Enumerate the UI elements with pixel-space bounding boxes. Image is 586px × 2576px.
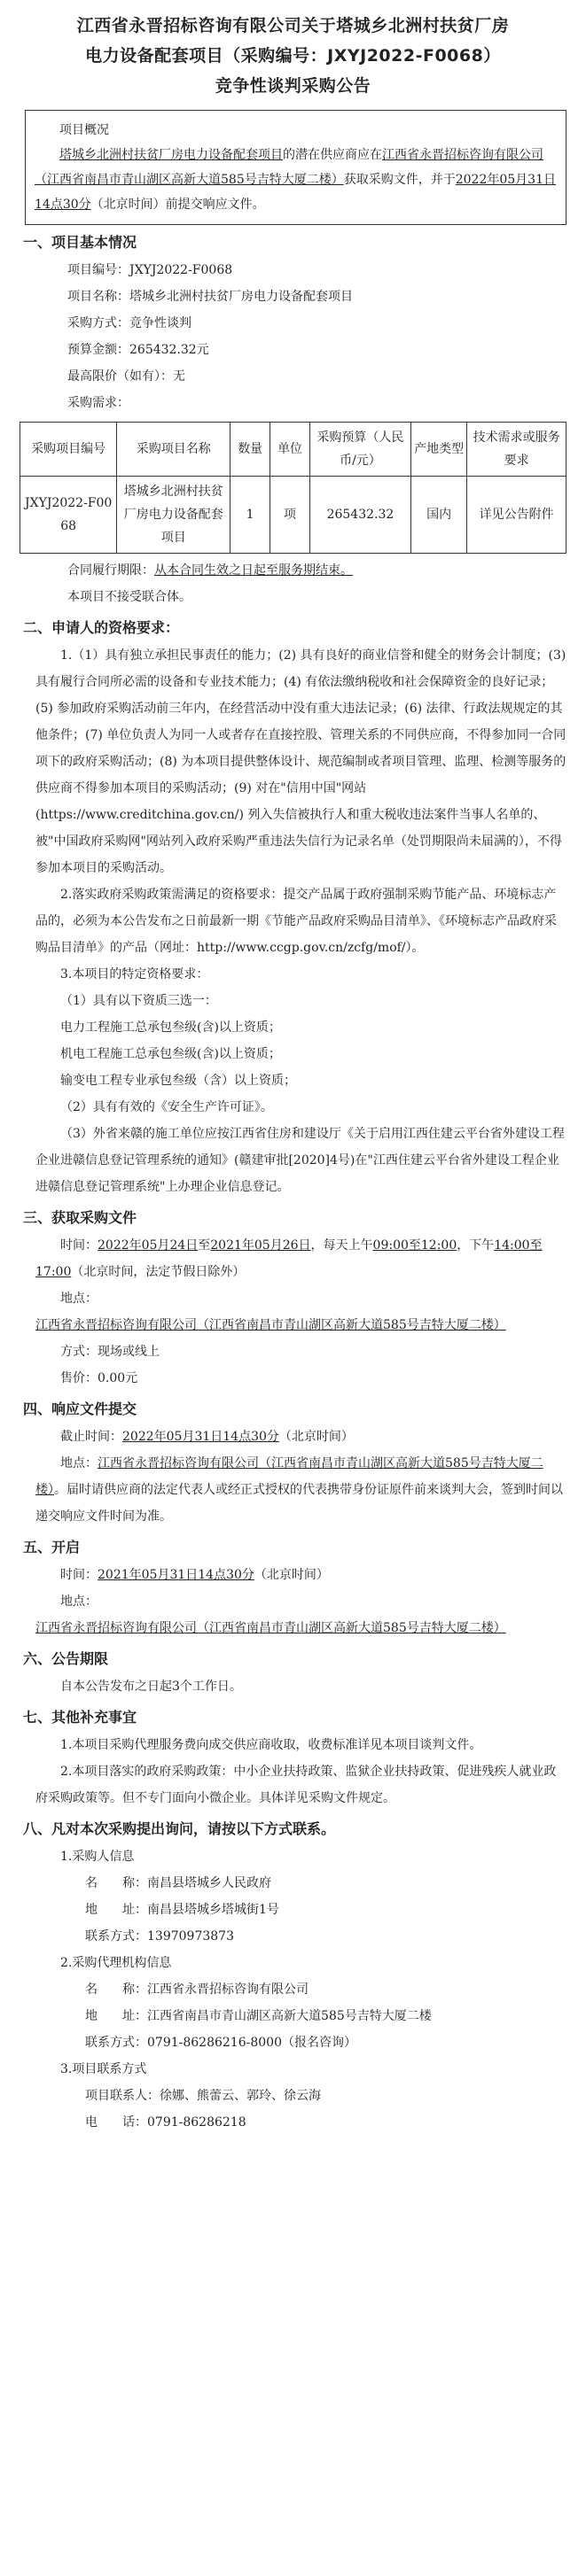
supplement-fee: 1.本项目采购代理服务费向成交供应商收取，收费标准详见本项目谈判文件。 <box>60 1738 482 1752</box>
no-consortium: 本项目不接受联合体。 <box>67 590 191 604</box>
supplement-policy: 2.本项目落实的政府采购政策：中小企业扶持政策、监狱企业扶持政策、促进残疾人就业政府采购政策等。但不专门面向小微企业。具体详见采购文件规定。 <box>35 1765 557 1805</box>
overview-heading: 项目概况 <box>59 123 109 137</box>
table-cell: 265432.32 <box>309 477 410 554</box>
project-name: 项目名称：塔城乡北洲村扶贫厂房电力设备配套项目 <box>67 290 353 304</box>
requirements-label: 采购需求： <box>67 396 129 410</box>
overview-project-name: 塔城乡北洲村扶贫厂房电力设备配套项目 <box>59 148 283 162</box>
table-cell: 1 <box>230 477 270 554</box>
acquire-start-date: 2022年05月24日 <box>98 1238 199 1253</box>
opening-time-value: 2021年05月31日14点30分 <box>98 1568 254 1582</box>
title-line-3: 竞争性谈判采购公告 <box>215 76 371 96</box>
qualification-specific: 3.本项目的特定资格要求： <box>60 967 209 982</box>
acquire-price: 售价：0.00元 <box>60 1371 138 1385</box>
submission-deadline-value: 2022年05月31日14点30分 <box>122 1430 279 1444</box>
submission-deadline-note: （北京时间） <box>278 1430 354 1444</box>
table-header: 技术需求或服务要求 <box>467 423 566 477</box>
table-header: 数量 <box>230 423 270 477</box>
section-1-heading: 一、项目基本情况 <box>23 234 137 251</box>
acquire-morning-hours: 09:00至12:00 <box>372 1238 457 1253</box>
overview-text <box>35 143 557 217</box>
section-1-footer <box>35 557 566 610</box>
opening-time <box>35 1562 566 1588</box>
section-7-body <box>35 1732 566 1812</box>
qualification-item: （1）具有以下资质三选一： <box>60 994 217 1008</box>
max-price: 最高限价（如有）：无 <box>67 369 185 384</box>
overview-agency: 江西省永晋招标咨询有限公司（江西省南昌市青山湖区高新大道585号吉特大厦二楼） <box>35 148 543 187</box>
table-cell: 国内 <box>410 477 466 554</box>
submission-place <box>35 1450 566 1530</box>
qualification-item: 输变电工程专业承包叁级（含）以上资质； <box>60 1074 296 1088</box>
agency-phone: 联系方式：0791-86286216-8000（报名咨询） <box>85 2036 356 2050</box>
table-cell: 塔城乡北洲村扶贫厂房电力设备配套项目 <box>117 477 230 554</box>
table-header: 单位 <box>270 423 310 477</box>
contract-term <box>35 557 566 584</box>
procurement-method: 采购方式：竞争性谈判 <box>67 316 191 330</box>
acquire-time-text: ，下午 <box>457 1238 495 1253</box>
contract-term-label: 合同履行期限： <box>67 563 154 578</box>
overview-text-2: 的潜在供应商应在 <box>283 148 382 162</box>
project-contact-title: 3.项目联系方式 <box>60 2062 147 2076</box>
agency-name: 名 称：江西省永晋招标咨询有限公司 <box>85 1982 309 1997</box>
table-header: 采购项目名称 <box>117 423 230 477</box>
section-4-heading: 四、响应文件提交 <box>23 1401 137 1417</box>
qualification-item: （2）具有有效的《安全生产许可证》。 <box>60 1100 273 1114</box>
submission-place-note: 。届时请供应商的法定代表人或经正式授权的代表携带身份证原件前来谈判大会，签到时间以递交响应文件时间为准。 <box>35 1483 563 1524</box>
submission-place-label: 地点： <box>60 1456 98 1470</box>
opening-time-label: 时间： <box>60 1568 98 1582</box>
qualification-policy: 2.落实政府采购政策需满足的资格要求：提交产品属于政府强制采购节能产品、环境标志产品的，必须为本公告发布之日前最新一期《节能产品政府采购品目清单》、《环境标志产品政府采购品目清单》的产品（网址：http://www.ccgp.gov.cn/zcfg/mof/）。 <box>35 888 557 955</box>
section-7-heading: 七、其他补充事宜 <box>23 1709 137 1726</box>
project-phone: 电 话：0791-86286218 <box>85 2115 246 2130</box>
table-header: 产地类型 <box>410 423 466 477</box>
table-header-row <box>20 423 566 477</box>
table-cell: 项 <box>270 477 310 554</box>
section-5-heading: 五、开启 <box>23 1539 81 1556</box>
acquire-time-note: （北京时间，法定节假日除外） <box>71 1265 246 1279</box>
project-contacts: 项目联系人：徐娜、熊蕾云、郭玲、徐云海 <box>85 2089 321 2103</box>
project-code: 项目编号：JXYJ2022-F0068 <box>67 263 233 277</box>
opening-place-label: 地点： <box>60 1594 98 1609</box>
table-cell: JXYJ2022-F0068 <box>20 477 117 554</box>
budget-amount: 预算金额：265432.32元 <box>67 343 209 357</box>
agency-info-title: 2.采购代理机构信息 <box>60 1956 172 1970</box>
section-6-heading: 六、公告期限 <box>23 1650 109 1667</box>
contract-term-value: 从本合同生效之日起至服务期结束。 <box>154 563 353 578</box>
section-3-body <box>35 1232 566 1392</box>
table-header: 采购预算（人民币/元） <box>309 423 410 477</box>
page-title <box>0 11 586 101</box>
title-line-1: 江西省永晋招标咨询有限公司关于塔城乡北洲村扶贫厂房 <box>76 16 510 35</box>
section-8-body <box>35 1843 566 2136</box>
submission-deadline-label: 截止时间： <box>60 1430 122 1444</box>
acquire-place <box>35 1285 566 1338</box>
qualification-item: （3）外省来赣的施工单位应按江西省住房和建设厅《关于启用江西住建云平台省外建设工程企业进赣信息登记管理系统的通知》(赣建审批[2020]4号)在"江西住建云平台省外建设工程企业进赣信息登记管理系统"上办理企业信息登记。 <box>35 1127 565 1194</box>
acquire-method: 方式：现场或线上 <box>60 1345 160 1359</box>
title-line-2: 电力设备配套项目（采购编号：JXYJ2022-F0068） <box>85 46 501 66</box>
qualification-item: 电力工程施工总承包叁级(含)以上资质； <box>60 1020 281 1035</box>
acquire-time-label: 时间： <box>60 1238 98 1253</box>
project-overview-box <box>25 110 566 225</box>
acquire-time-text: ，每天上午 <box>310 1238 373 1253</box>
purchaser-phone: 联系方式：13970973873 <box>85 1929 234 1944</box>
acquire-time <box>35 1232 566 1285</box>
section-2-heading: 二、申请人的资格要求： <box>23 619 180 636</box>
qualification-item: 机电工程施工总承包叁级(含)以上资质； <box>60 1047 281 1061</box>
purchaser-info-title: 1.采购人信息 <box>60 1850 135 1864</box>
acquire-place-label: 地点： <box>60 1292 98 1306</box>
table-header: 采购项目编号 <box>20 423 117 477</box>
submission-place-value: 江西省永晋招标咨询有限公司（江西省南昌市青山湖区高新大道585号吉特大厦二楼） <box>35 1456 543 1497</box>
acquire-time-text: 至 <box>198 1238 211 1253</box>
agency-address: 地 址：江西省南昌市青山湖区高新大道585号吉特大厦二楼 <box>85 2009 432 2023</box>
overview-deadline: 2022年05月31日14点30分 <box>35 173 556 212</box>
section-8-heading: 八、凡对本次采购提出询问，请按以下方式联系。 <box>23 1820 336 1837</box>
section-5-body <box>35 1562 566 1641</box>
opening-place <box>35 1588 566 1641</box>
announcement-period: 自本公告发布之日起3个工作日。 <box>60 1680 242 1694</box>
section-6-body <box>35 1673 566 1700</box>
overview-text-6: （北京时间）前提交响应文件。 <box>90 198 265 212</box>
table-row <box>20 477 566 554</box>
acquire-place-value: 江西省永晋招标咨询有限公司（江西省南昌市青山湖区高新大道585号吉特大厦二楼） <box>35 1318 506 1332</box>
section-4-body <box>35 1424 566 1530</box>
table-cell: 详见公告附件 <box>467 477 566 554</box>
acquire-afternoon-hours: 14:00至17:00 <box>35 1238 543 1279</box>
opening-place-value: 江西省永晋招标咨询有限公司（江西省南昌市青山湖区高新大道585号吉特大厦二楼） <box>35 1621 506 1635</box>
overview-text-4: 获取采购文件，并于 <box>343 173 456 187</box>
section-1-body <box>35 257 566 416</box>
requirements-table <box>20 422 566 554</box>
acquire-end-date: 2021年05月26日 <box>210 1238 311 1253</box>
purchaser-address: 地 址：南昌县塔城乡塔城街1号 <box>85 1903 279 1917</box>
qualification-general: 1.（1）具有独立承担民事责任的能力；(2) 具有良好的商业信誉和健全的财务会计制度；(3) 具有履行合同所必需的设备和专业技术能力；(4) 有依法缴纳税收和社会保障资金的良好记录；(5) 参加政府采购活动前三年内，在经营活动中没有重大违法记录；(6) 法律、行政法规规定的其他条件；(7) 单位负责人为同一人或者存在直接控股、管理关系的不同供应商，不得参加同一合同项下的政府采购活动；(8) 为本项目提供整体设计、规范编制或者项目管理、监理、检测等服务的供应商不得参加本项目的采购活动；(9) 对在"信用中国"网站 (https://www.creditchina.gov.cn/) 列入失信被执行人和重大税收违法案件当事人名单的、被"中国政府采购网"网站列入政府采购严重违法失信行为记录名单（处罚期限尚未届满的），不得参加本项目的采购活动。 <box>35 648 566 875</box>
opening-time-note: （北京时间） <box>254 1568 329 1582</box>
purchaser-name: 名 称：南昌县塔城乡人民政府 <box>85 1876 271 1890</box>
section-2-body <box>35 642 566 1200</box>
submission-deadline <box>35 1424 566 1450</box>
section-3-heading: 三、获取采购文件 <box>23 1209 137 1226</box>
